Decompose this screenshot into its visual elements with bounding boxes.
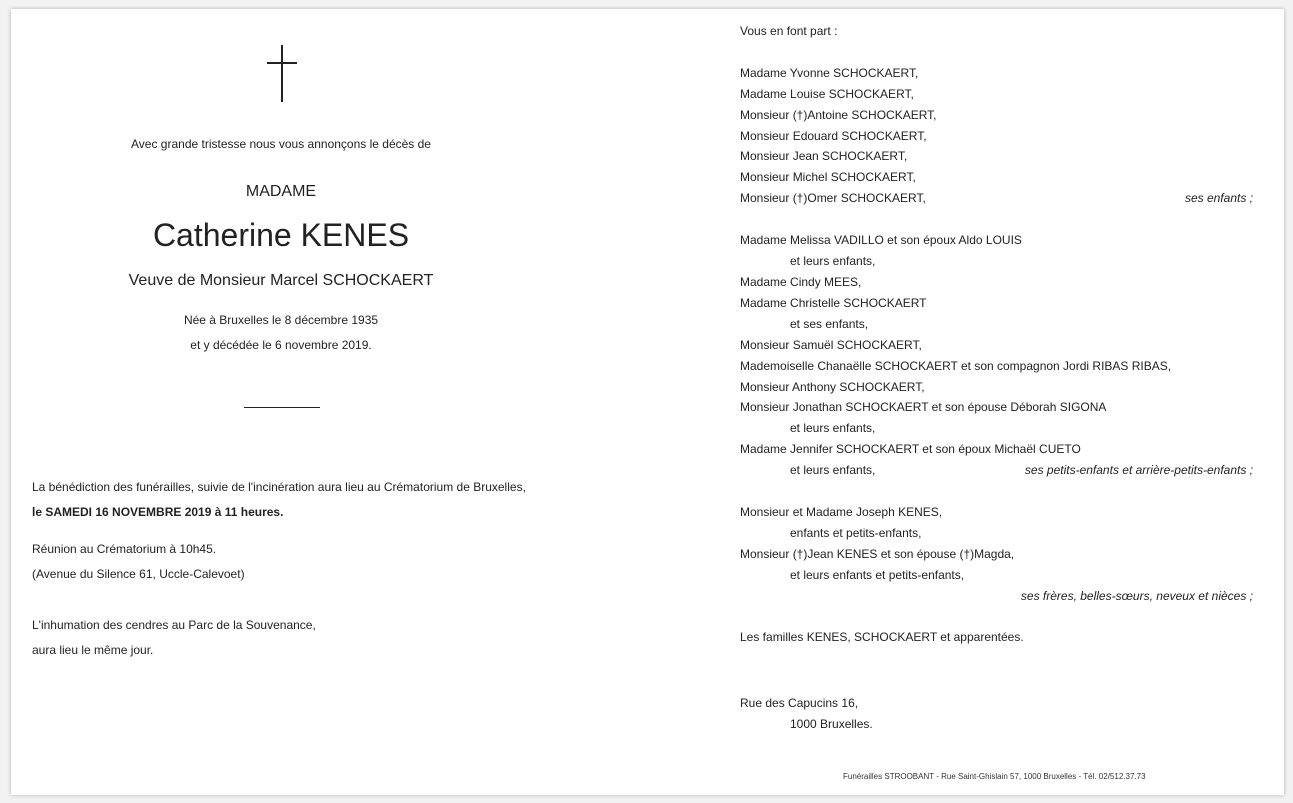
list-item: Madame Christelle SCHOCKAERT [740,296,927,310]
list-item: Monsieur (†)Antoine SCHOCKAERT, [740,108,937,122]
address-line-1: Rue des Capucins 16, [740,696,859,710]
funeral-home-footer: Funérailles STROOBANT - Rue Saint-Ghislain 57, 1000 Bruxelles - Tél. 02/512.37.73 [843,772,1146,781]
siblings-label: ses frères, belles-sœurs, neveux et nièces ; [1020,589,1253,603]
meeting-line-2: (Avenue du Silence 61, Uccle-Calevoet) [32,567,245,581]
list-item: Madame Cindy MEES, [740,275,862,289]
death-text: et y décédée le 6 novembre 2019. [190,338,372,352]
list-item: et leurs enfants, [790,421,876,435]
widow-of-text: Veuve de Monsieur Marcel SCHOCKAERT [128,272,434,289]
list-item: et leurs enfants et petits-enfants, [790,568,965,582]
divider-line [244,407,320,408]
list-item: Monsieur (†)Jean KENES et son épouse (†)Magda, [740,547,1015,561]
announcers-heading: Vous en font part : [740,24,838,38]
list-item: Madame Yvonne SCHOCKAERT, [740,66,919,80]
list-item: et leurs enfants, [790,254,876,268]
list-item: Madame Louise SCHOCKAERT, [740,87,914,101]
list-item: Monsieur (†)Omer SCHOCKAERT, [740,191,926,205]
burial-line-2: aura lieu le même jour. [32,643,154,657]
death-notice-card [11,9,1284,795]
ceremony-line-2: le SAMEDI 16 NOVEMBRE 2019 à 11 heures. [32,505,284,519]
list-item: et leurs enfants, [790,463,876,477]
children-label: ses enfants ; [1184,191,1253,205]
intro-text: Avec grande tristesse nous vous annonçons le décès de [131,137,431,151]
ceremony-line-1: La bénédiction des funérailles, suivie de l'incinération aura lieu au Crématorium de Bruxelles, [32,480,526,494]
list-item: Monsieur Jean SCHOCKAERT, [740,149,908,163]
address-line-2: 1000 Bruxelles. [790,717,873,731]
list-item: enfants et petits-enfants, [790,526,922,540]
list-item: Madame Jennifer SCHOCKAERT et son époux Michaël CUETO [740,442,1081,456]
list-item: et ses enfants, [790,317,869,331]
list-item: Madame Melissa VADILLO et son époux Aldo LOUIS [740,233,1022,247]
list-item: Monsieur Anthony SCHOCKAERT, [740,380,925,394]
burial-line-1: L'inhumation des cendres au Parc de la Souvenance, [32,618,316,632]
list-item: Mademoiselle Chanaëlle SCHOCKAERT et son compagnon Jordi RIBAS RIBAS, [740,359,1172,373]
birth-text: Née à Bruxelles le 8 décembre 1935 [183,313,379,327]
grandchildren-label: ses petits-enfants et arrière-petits-enfants ; [1024,463,1253,477]
title-madame: MADAME [245,183,317,200]
list-item: Monsieur Edouard SCHOCKAERT, [740,129,927,143]
families-line: Les familles KENES, SCHOCKAERT et apparentées. [740,630,1024,644]
list-item: Monsieur Samuël SCHOCKAERT, [740,338,922,352]
deceased-name: Catherine KENES [152,217,410,253]
list-item: Monsieur et Madame Joseph KENES, [740,505,943,519]
meeting-line-1: Réunion au Crématorium à 10h45. [32,542,217,556]
list-item: Monsieur Michel SCHOCKAERT, [740,170,916,184]
list-item: Monsieur Jonathan SCHOCKAERT et son épouse Déborah SIGONA [740,400,1107,414]
